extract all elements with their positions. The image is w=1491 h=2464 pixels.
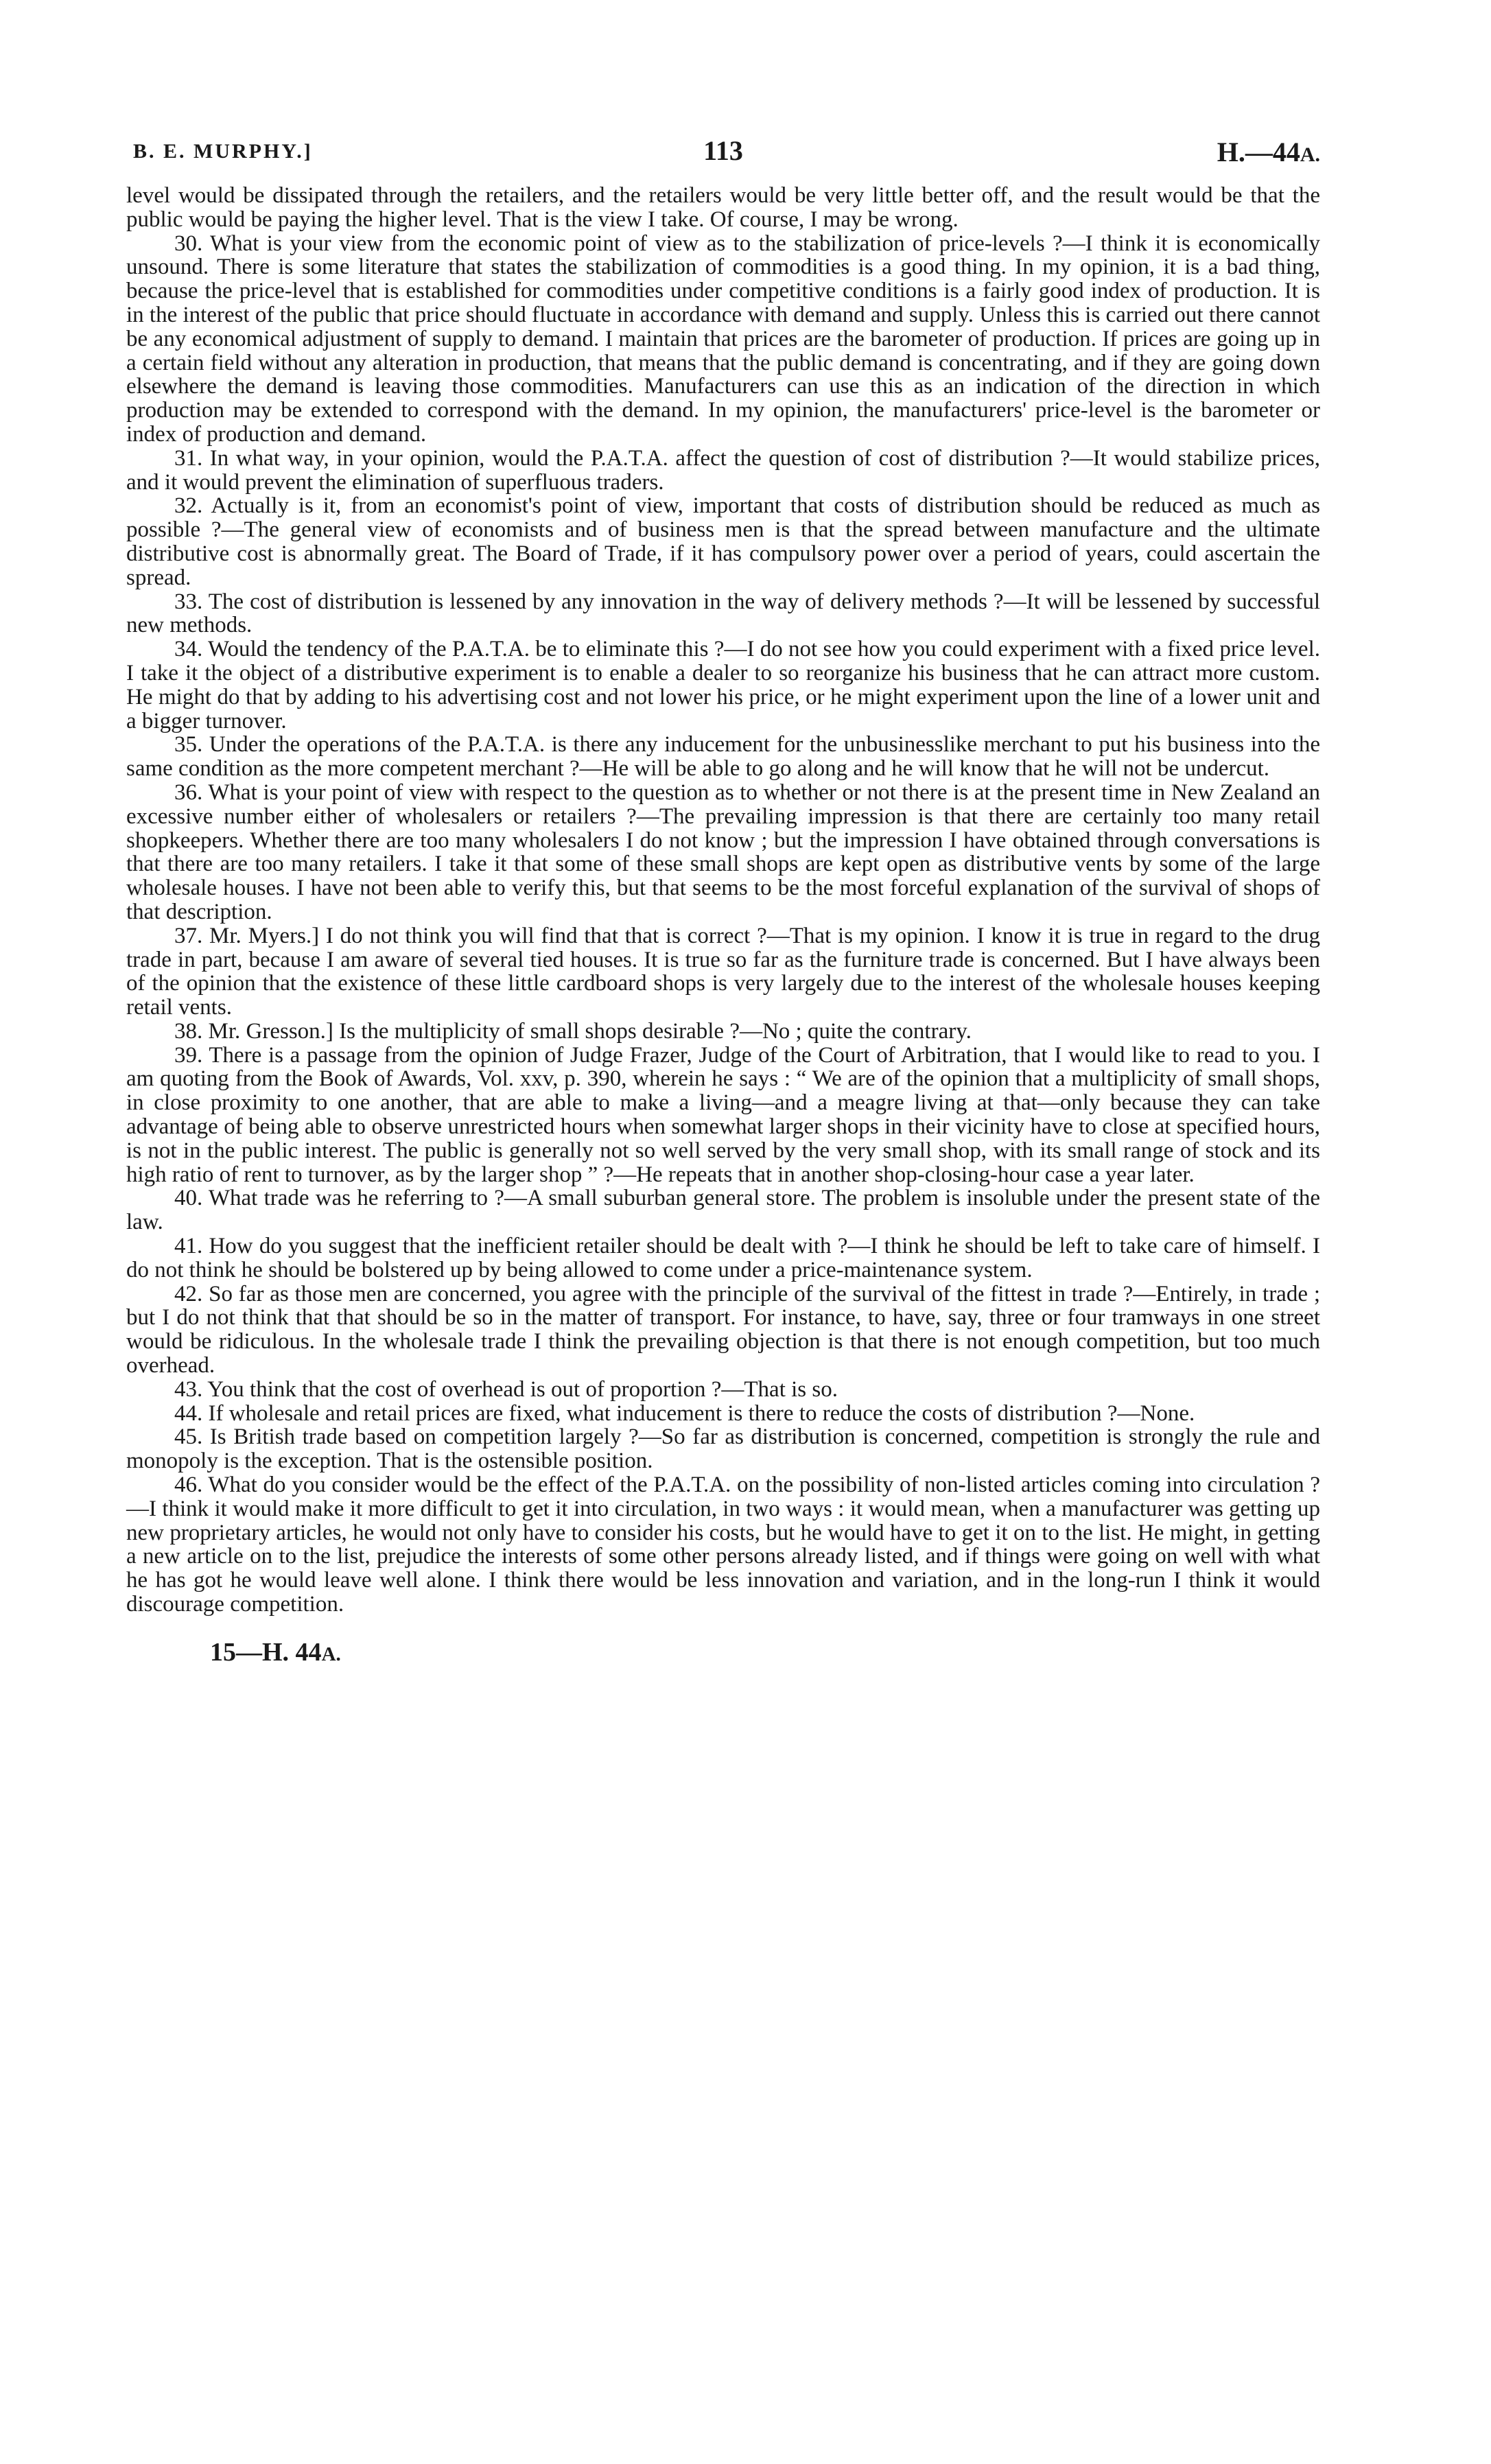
paragraph-q45: 45. Is British trade based on competition largely ?—So far as distribution is concerned, competition is strongly the rule and monopoly is the exception. That is the ostensible position. xyxy=(126,1424,1320,1474)
paragraph-q37: 37. Mr. Myers.] I do not think you will find that that is correct ?—That is my opinion. I know it is true in regard to the drug trade in part, because I am aware of several tied houses. It is true so far as the furniture trade is concerned. But I have always been of the opinion that the existence of these little cardboard shops is very largely due to the interest of the wholesale houses keeping retail vents. xyxy=(126,923,1320,1020)
witness-name: B. E. MURPHY.] xyxy=(133,140,313,163)
paragraph-q35: 35. Under the operations of the P.A.T.A. is there any inducement for the unbusinesslike merchant to put his business into the same condition as the more competent merchant ?—He will be able to go along and he will know that he will not be undercut. xyxy=(126,732,1320,782)
paragraph-q41: 41. How do you suggest that the inefficient retailer should be dealt with ?—I think he should be left to take care of himself. I do not think he should be bolstered up by being allowed to come under a price-maintenance system. xyxy=(126,1234,1320,1282)
page-header xyxy=(126,134,1320,176)
paragraph-q36: 36. What is your point of view with respect to the question as to whether or not there is at the present time in New Zealand an excessive number either of wholesalers or retailers ?—The prevailing impression is that there are certainly too many retail shopkeepers. Whether there are too many wholesalers I do not know ; but the impression I have obtained through conversations is that there are too many retailers. I take it that some of these small shops are kept open as distributive vents by some of the large wholesale houses. I have not been able to verify this, but that seems to be the most forceful explanation of the survival of shops of that description. xyxy=(126,779,1320,924)
paragraph-q30: 30. What is your view from the economic point of view as to the stabilization of price-levels ?—I think it is economically unsound. There is some literature that states the stabilization of commodities is a good thing. In my opinion, it is a bad thing, because the price-level that is established for commodities under competitive conditions is a fairly good index of production. It is in the interest of the public that price should fluctuate in accordance with demand and supply. Unless this is carried out there cannot be any economical adjustment of supply to demand. I maintain that prices are the barometer of production. If prices are going up in a certain field without any alteration in production, that means that the public demand is concentrating, and if they are going down elsewhere the demand is leaving those commodities. Manufacturers can use this as an indication of the direction in which production may be extended to correspond with the demand. In my opinion, the manufacturers' price-level is the barometer or index of production and demand. xyxy=(126,231,1320,447)
paragraph-q42: 42. So far as those men are concerned, you agree with the principle of the survival of the fittest in trade ?—Entirely, in trade ; but I do not think that that should be so in the matter of transport. For instance, to have, say, three or four tramways in one street would be ridiculous. In the wholesale trade I think the prevailing objection is that there is not enough competition, but too much overhead. xyxy=(126,1281,1320,1378)
signature-mark-main: 15—H. 44 xyxy=(210,1637,322,1667)
document-reference-suffix: A. xyxy=(1300,143,1320,166)
signature-mark xyxy=(210,1637,1320,1667)
paragraph-q44: 44. If wholesale and retail prices are fixed, what inducement is there to reduce the costs of distribution ?—None. xyxy=(174,1400,1195,1426)
paragraph-q46: 46. What do you consider would be the effect of the P.A.T.A. on the possibility of non-listed articles coming into circulation ?—I think it would make it more difficult to get it into circulation, in two ways : it would mean, when a manufacturer was getting up new proprietary articles, he would not only have to consider his costs, but he would have to get it on to the list. He might, in getting a new article on to the list, prejudice the interests of some other persons already listed, and if things were going on well with what he has got he would leave well alone. I think there would be less innovation and variation, and in the long-run I think it would discourage competition. xyxy=(126,1472,1320,1617)
paragraph-continuation: level would be dissipated through the retailers, and the retailers would be very little better off, and the result would be that the public would be paying the higher level. That is the view I take. Of course, I may be wrong. xyxy=(126,183,1320,232)
document-reference-main: H.—44 xyxy=(1217,137,1300,167)
paragraph-q34: 34. Would the tendency of the P.A.T.A. be to eliminate this ?—I do not see how you could experiment with a fixed price level. I take it the object of a distributive experiment is to enable a dealer to so reorganize his business that he can attract more custom. He might do that by adding to his advertising cost and not lower his price, or he might experiment upon the line of a lower unit and a bigger turnover. xyxy=(126,637,1320,734)
page-number: 113 xyxy=(703,135,743,166)
paragraph-q40: 40. What trade was he referring to ?—A small suburban general store. The problem is insoluble under the present state of the law. xyxy=(126,1186,1320,1235)
paragraph-q31: 31. In what way, in your opinion, would the P.A.T.A. affect the question of cost of distribution ?—It would stabilize prices, and it would prevent the elimination of superfluous traders. xyxy=(126,445,1320,495)
body-text xyxy=(126,184,1320,1617)
paragraph-q38: 38. Mr. Gresson.] Is the multiplicity of small shops desirable ?—No ; quite the contrary. xyxy=(174,1018,972,1044)
signature-mark-suffix: A. xyxy=(321,1643,341,1665)
document-page xyxy=(126,134,1320,1667)
document-reference xyxy=(1217,136,1320,168)
paragraph-q43: 43. You think that the cost of overhead is out of proportion ?—That is so. xyxy=(174,1376,838,1402)
paragraph-q39: 39. There is a passage from the opinion of Judge Frazer, Judge of the Court of Arbitration, that I would like to read to you. I am quoting from the Book of Awards, Vol. xxv, p. 390, wherein he says : “ We are of the opinion that a multiplicity of small shops, in close proximity to one another, that are able to make a living—and a meagre living at that—only because they can take advantage of being able to observe unrestricted hours when somewhat larger shops in their vicinity have to close at specified hours, is not in the public interest. The public is generally not so well served by the very small shop, with its small range of stock and its high ratio of rent to turnover, as by the larger shop ” ?—He repeats that in another shop-closing-hour case a year later. xyxy=(126,1042,1320,1187)
paragraph-q32: 32. Actually is it, from an economist's point of view, important that costs of distribution should be reduced as much as possible ?—The general view of economists and of business men is that the spread between manufacture and the ultimate distributive cost is abnormally great. The Board of Trade, if it has compulsory power over a period of years, could ascertain the spread. xyxy=(126,493,1320,590)
paragraph-q33: 33. The cost of distribution is lessened by any innovation in the way of delivery methods ?—It will be lessened by successful new methods. xyxy=(126,589,1320,638)
